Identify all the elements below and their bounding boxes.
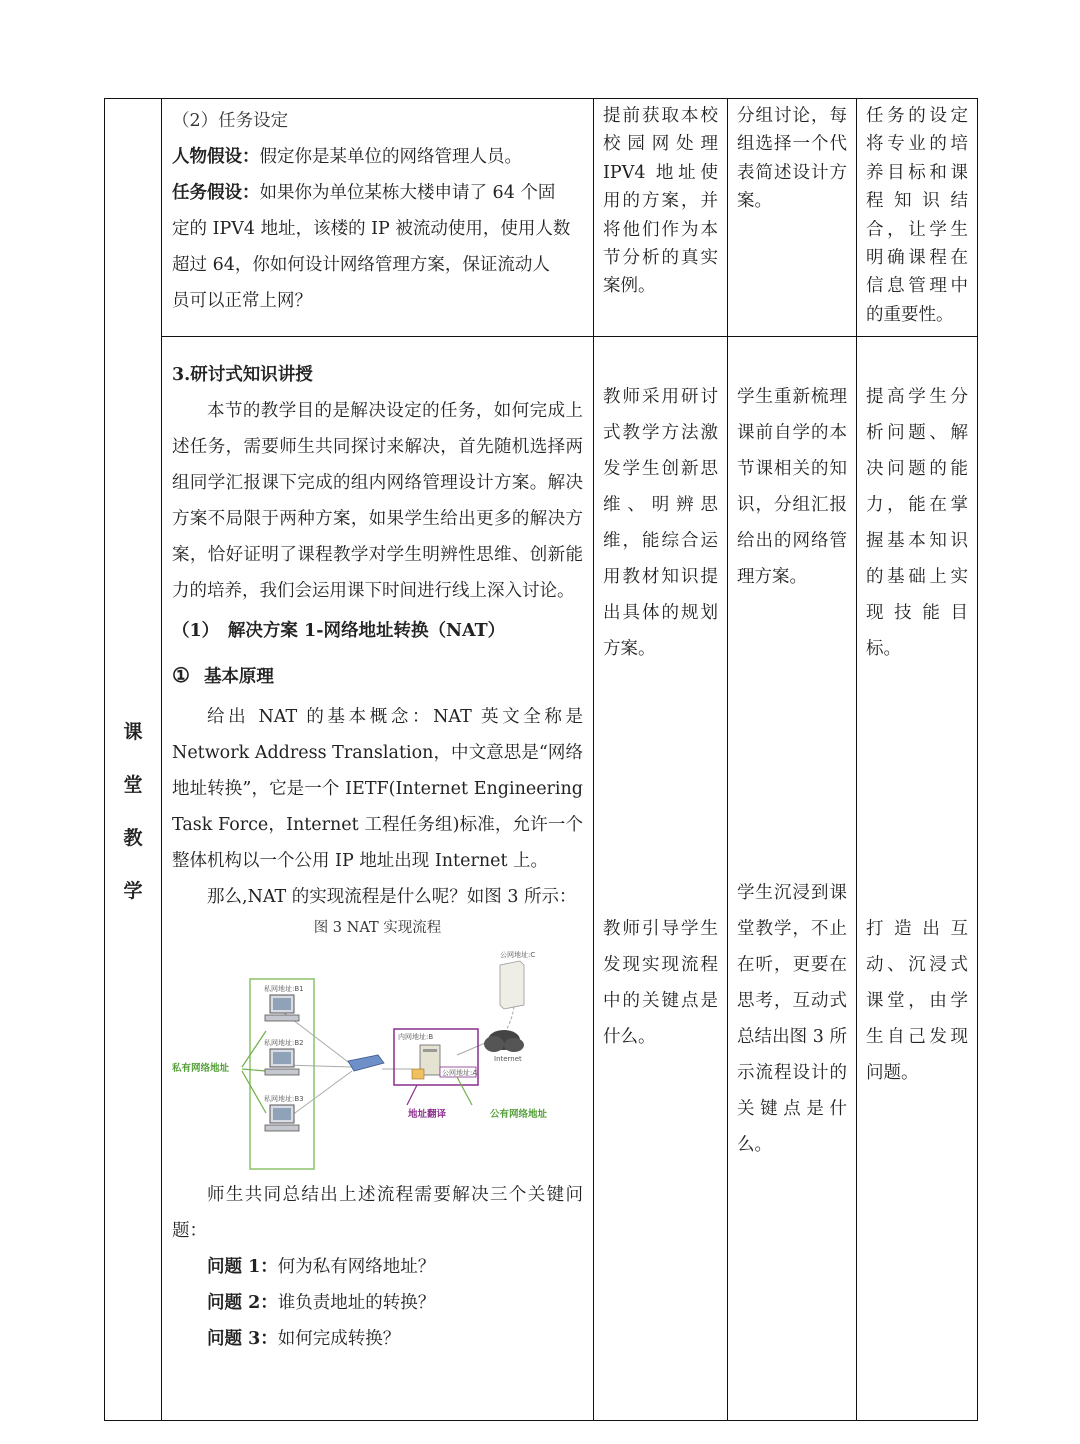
flow-question: 那么,NAT 的实现流程是什么呢？如图 3 所示： [207,887,577,907]
knowledge-content-cell [162,337,594,1421]
teacher-activity-cell [594,337,728,1421]
question-1 [172,1249,583,1285]
section-label-char: 堂 [123,773,143,796]
task-line: 定的 IPV4 地址，该楼的 IP 被流动使用，使用人数 [172,219,571,239]
role-assumption [172,139,583,175]
computer-icon-b1 [265,995,299,1021]
design-intent-cell [857,99,978,337]
principle-marker: ① [172,663,190,687]
computer-icon-b2 [265,1049,299,1075]
student-activity-text: 分组讨论，每组选择一个代表简述设计方案。 [737,106,847,212]
pointer-line [242,1071,266,1113]
teacher-activity-text: 教师引导学生发现实现流程中的关键点是什么。 [603,919,718,1047]
task-subtitle: （2）任务设定 [172,111,289,131]
switch-icon [348,1055,384,1071]
lesson-plan-table [104,98,978,1421]
concept-paragraph: 给出 NAT 的基本概念：NAT 英文全称是 Network Address Translation，中文意思是“网络地址转换”，它是一个 IETF(Internet Engineering Task Force，Internet 工程任务组)标准，允许一个整体机构以一个公用 IP 地址出现 Internet 上。 [172,707,583,871]
task-content-cell [162,99,594,337]
question-text: 谁负责地址的转换？ [277,1293,436,1313]
role-text: 假定你是某单位的网络管理人员。 [259,147,522,167]
internet-cloud-icon [484,1030,524,1052]
table-row-task-setting [105,99,978,337]
label-private-b1: 私网地址:B1 [264,985,304,993]
section-label-char: 课 [123,720,143,743]
section-label [105,717,161,903]
role-label: 人物假设： [172,147,260,167]
section-label-cell [105,99,162,1421]
design-intent-text: 任务的设定将专业的培养目标和课程知识结合，让学生明确课程在信息管理中的重要性。 [866,106,968,325]
server-icon [412,1045,440,1079]
intro-paragraph: 本节的教学目的是解决设定的任务，如何完成上述任务，需要师生共同探讨来解决，首先随机选择两组同学汇报课下完成的组内网络管理设计方案。解决方案不局限于两种方案，如果学生给出更多的解决方案，恰好证明了课程教学对学生明辨性思维、创新能力的培养，我们会运用课下时间进行线上深入讨论。 [172,401,583,601]
label-public-network: 公有网络地址 [490,1109,548,1120]
label-public-c: 公网地址:C [500,951,536,959]
figure-caption: 图 3 NAT 实现流程 [313,920,442,936]
label-private-network: 私有网络地址 [172,1063,230,1074]
design-intent-text: 提高学生分析问题、解决问题的能力，能在掌握基本知识的基础上实现技能目标。 [866,387,968,659]
principle-heading [172,653,583,699]
computer-icon-b3 [265,1105,299,1131]
student-activity-text: 学生重新梳理课前自学的本节课相关的知识，分组汇报给出的网络管理方案。 [737,387,847,587]
design-intent-text: 打造出互动、沉浸式课堂，由学生自己发现问题。 [866,919,968,1083]
public-server-icon [500,961,524,1009]
teacher-activity-text: 教师采用研讨式教学方法激发学生创新思维、明辨思维，能综合运用教材知识提出具体的规划方案。 [603,387,718,659]
question-text: 何为私有网络地址？ [277,1257,436,1277]
task-line: 超过 64，你如何设计网络管理方案，保证流动人 [172,255,550,275]
pointer-line [242,1069,266,1071]
pointer-line [457,1077,472,1105]
question-2 [172,1285,583,1321]
question-label: 问题 1： [207,1257,278,1277]
label-address-translation: 地址翻译 [408,1109,447,1120]
section-label-char: 学 [123,879,143,902]
solution-title: （1） 解决方案 1-网络地址转换（NAT） [172,621,506,641]
section-heading: 3.研讨式知识讲授 [172,365,313,385]
pointer-line [407,1085,417,1105]
task-line: 员可以正常上网？ [172,291,312,311]
principle-title: 基本原理 [203,667,274,687]
pointer-line [242,1031,266,1067]
teacher-activity-cell [594,99,728,337]
label-internet: Internet [494,1055,522,1063]
design-intent-cell [857,337,978,1421]
table-row-knowledge [105,337,978,1421]
student-activity-cell [728,337,857,1421]
nat-diagram [172,945,592,1173]
question-3 [172,1321,583,1357]
label-public-a: 公网地址:A [442,1069,478,1077]
task-label: 任务假设： [172,183,260,203]
label-intranet-b: 内网地址:B [398,1033,434,1041]
task-line: 如果你为单位某栋大楼申请了 64 个固 [259,183,556,203]
question-label: 问题 2： [207,1293,278,1313]
teacher-activity-text: 提前获取本校校园网处理IPV4 地址使用的方案，并将他们作为本节分析的真实案例。 [603,106,718,297]
task-assumption [172,175,583,211]
label-private-b2: 私网地址:B2 [264,1039,304,1047]
summary-paragraph: 师生共同总结出上述流程需要解决三个关键问题： [172,1185,583,1241]
label-private-b3: 私网地址:B3 [264,1095,304,1103]
question-text: 如何完成转换？ [277,1329,401,1349]
student-activity-text: 学生沉浸到课堂教学，不止在听，更要在思考，互动式总结出图 3 所示流程设计的关键点是什么。 [737,883,847,1155]
student-activity-cell [728,99,857,337]
question-label: 问题 3： [207,1329,278,1349]
section-label-char: 教 [123,826,143,849]
